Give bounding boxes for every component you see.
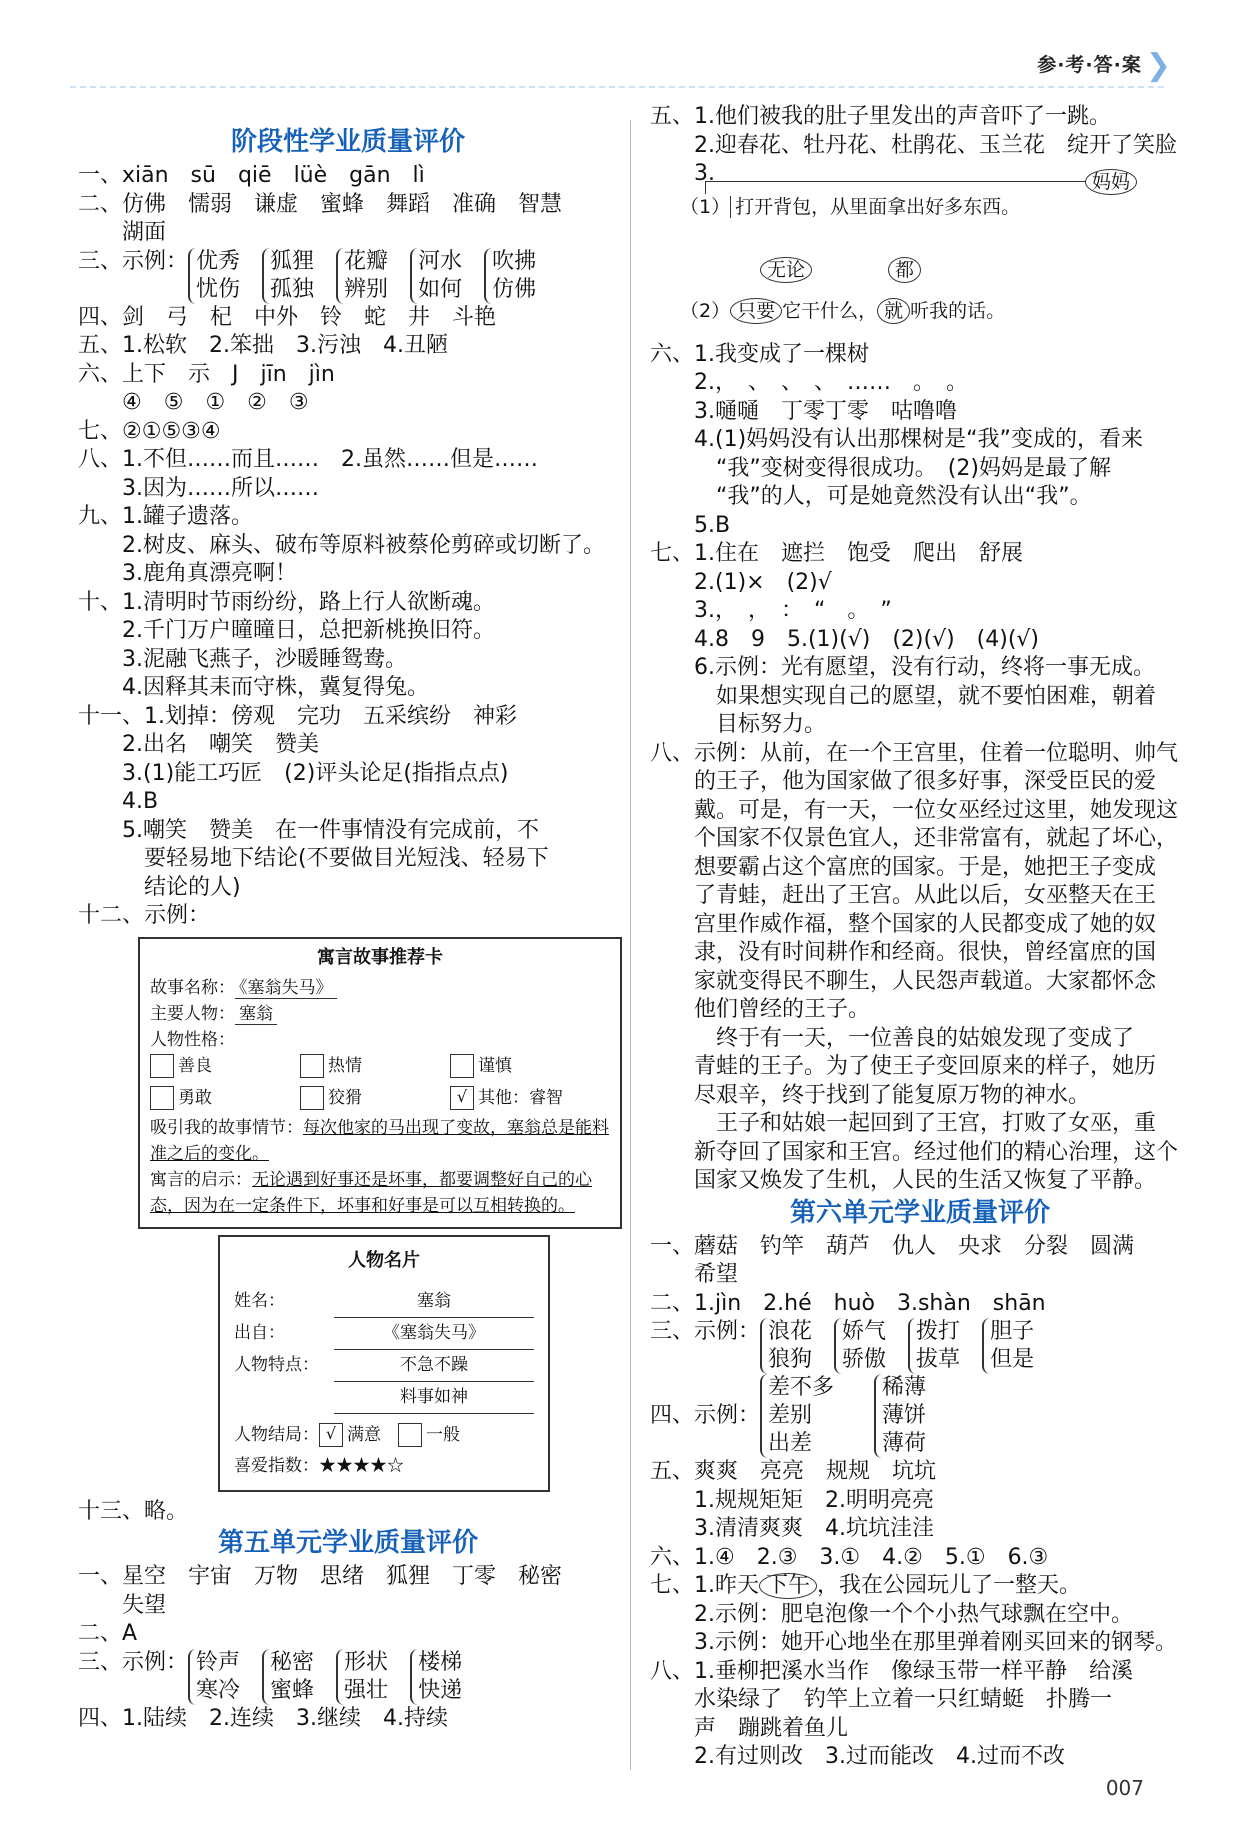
- word-pair: [336, 248, 388, 304]
- circled-word: 只要: [730, 298, 782, 324]
- answer-line: 他们曾经的王子。: [650, 997, 871, 1022]
- card-field: [150, 975, 610, 1001]
- diagram-line-1: [680, 193, 1020, 222]
- circled-word: 都: [888, 257, 921, 283]
- field-value: 无论遇到好事还是坏事，都要调整好自己的心态，因为在一定条件下，坏事和好事是可以互相转换的。: [150, 1169, 592, 1216]
- word-pair: [760, 1318, 812, 1374]
- answer-line: 宫里作威作福，整个国家的人民都变成了她的奴: [650, 911, 1157, 937]
- card-field: [150, 1027, 610, 1053]
- field-label: 人物特点：: [234, 1354, 319, 1375]
- card-field: [234, 1382, 534, 1414]
- answer-line: [650, 1572, 1190, 1601]
- answer-line: 3.泥融飞燕子，沙暖睡鸳鸯。: [78, 646, 407, 672]
- word: 骄傲: [842, 1347, 887, 1372]
- answer-line: 二、仿佛 懦弱 谦虚 蜜蜂 舞蹈 准确 智慧: [78, 191, 563, 217]
- card-field: [150, 1115, 610, 1167]
- word: 狐狸: [270, 248, 315, 274]
- answer-line: 4.B: [78, 789, 159, 814]
- bracket-answer: [78, 248, 618, 304]
- answer-line: 如果想实现自己的愿望，就不要怕困难，朝着: [650, 683, 1157, 709]
- checkbox: [300, 1054, 324, 1078]
- answer-line: 3.嗵嗵 丁零丁零 咕噜噜: [650, 398, 957, 424]
- answer-line: 3.因为……所以……: [78, 475, 319, 501]
- answer-line: 青蛙的王子。为了使王子变回原来的样子，她历: [650, 1054, 1157, 1079]
- circled-word: 妈妈: [1085, 169, 1137, 195]
- section-title: 阶段性学业质量评价: [230, 127, 465, 157]
- text: 七、1.昨天: [650, 1573, 759, 1598]
- answer-line: 一、xiān sū qiē lüè gān lì: [78, 163, 425, 188]
- answer-line: 3.， ， ： “ 。 ”: [650, 598, 892, 623]
- field-label: 出自：: [234, 1322, 285, 1343]
- page-number: 007: [1105, 1776, 1144, 1800]
- word: 薄荷: [882, 1431, 927, 1456]
- word: 孤独: [270, 276, 315, 302]
- answer-line: “我”的人，可是她竟然没有认出“我”。: [650, 484, 1092, 509]
- word-pair: [982, 1318, 1034, 1374]
- card-field: [234, 1318, 534, 1350]
- word-pair: [188, 1649, 240, 1705]
- trait-option: [450, 1053, 600, 1079]
- answer-line: 3.示例：她开心地坐在那里弹着刚买回来的钢琴。: [650, 1630, 1177, 1655]
- field-spacer: [234, 1382, 334, 1414]
- word: 出差: [768, 1431, 813, 1456]
- word-pair: [262, 248, 314, 304]
- answer-line: 目标努力。: [650, 712, 827, 737]
- chevron-right-icon: ❯: [1145, 48, 1172, 83]
- word: 浪花: [768, 1319, 813, 1344]
- word-pair: [410, 1649, 462, 1705]
- answer-line: 七、②①⑤③④: [78, 418, 221, 444]
- checkbox-checked: √: [319, 1423, 343, 1447]
- answer-line: 王子和姑娘一起回到了王宫，打败了女巫，重: [650, 1111, 1157, 1136]
- trait-label: 狡猾: [328, 1087, 362, 1108]
- text: ，我在公园玩儿了一整天。: [817, 1573, 1082, 1598]
- word-group: [874, 1374, 926, 1458]
- item-number: （1）: [680, 195, 731, 218]
- word: 河水: [418, 248, 463, 274]
- field-label: 人物性格：: [150, 1029, 235, 1050]
- answer-line: 十三、略。: [78, 1498, 189, 1524]
- sentence-diagram: [650, 170, 1190, 322]
- trait-label: 谨慎: [478, 1055, 512, 1076]
- answer-line: 个国家不仅景色宜人，还非常富有，就起了坏心，: [650, 826, 1179, 851]
- answer-line: 八、示例：从前，在一个王宫里，住着一位聪明、帅气: [650, 740, 1179, 766]
- answer-block: [650, 341, 1190, 1196]
- answer-line: 2.有过则改 3.过而能改 4.过而不改: [650, 1744, 1065, 1769]
- bracket-answer: [650, 1374, 1190, 1458]
- word: 吹拂: [492, 248, 537, 274]
- word: 优秀: [196, 248, 241, 274]
- word: 忧伤: [196, 276, 241, 302]
- field-label: 寓言的启示：: [150, 1169, 252, 1190]
- answer-line: 终于有一天，一位善良的姑娘发现了变成了: [650, 1025, 1135, 1051]
- answer-line: 尽艰辛，终于找到了能复原万物的神水。: [650, 1082, 1091, 1108]
- answer-line: 国家又焕发了生机，人民的生活又恢复了平静。: [650, 1168, 1157, 1193]
- answer-prefix: 三、示例：: [650, 1319, 761, 1344]
- answer-line: 一、蘑菇 钓竿 葫芦 仇人 央求 分裂 圆满: [650, 1233, 1135, 1259]
- answer-line: 4.因释其耒而守株，冀复得兔。: [78, 675, 429, 700]
- answer-line: 五、1.他们被我的肚子里发出的声音吓了一跳。: [650, 104, 1111, 129]
- answer-line: 水染绿了 钓竿上立着一只红蜻蜓 扑腾一: [650, 1687, 1113, 1712]
- field-value: 料事如神: [334, 1382, 534, 1414]
- card-field: [150, 1167, 610, 1219]
- answer-line: 六、上下 示 J jīn jìn: [78, 361, 335, 387]
- answer-line: “我”变树变得很成功。 (2)妈妈是最了解: [650, 455, 1111, 481]
- word-pair: [188, 248, 240, 304]
- answer-line: 2.千门万户曈曈日，总把新桃换旧符。: [78, 618, 495, 643]
- card-field: [234, 1420, 534, 1451]
- diagram-text: 它干什么，: [782, 299, 878, 322]
- answer-line: 八、1.垂柳把溪水当作 像绿玉带一样平静 给溪: [650, 1658, 1133, 1684]
- trait-option: [300, 1085, 450, 1111]
- answer-line: 九、1.罐子遗落。: [78, 504, 253, 529]
- column-divider: [630, 120, 631, 1770]
- answer-line: 湖面: [78, 220, 167, 245]
- answer-line: 想要霸占这个富庶的国家。于是，她把王子变成: [650, 854, 1157, 880]
- answer-line: 戴。可是，有一天，一位女巫经过这里，她发现这: [650, 797, 1179, 823]
- trait-option: [300, 1053, 450, 1079]
- answer-line: 二、1.jìn 2.hé huò 3.shàn shān: [650, 1290, 1046, 1316]
- page-header: [1037, 48, 1172, 83]
- answer-line: 一、星空 宇宙 万物 思绪 狐狸 丁零 秘密: [78, 1564, 563, 1589]
- field-value: 不急不躁: [334, 1350, 534, 1382]
- word: 薄饼: [882, 1403, 927, 1428]
- answer-block: [78, 304, 618, 931]
- trait-label: 其他：睿智: [478, 1087, 563, 1108]
- word: 但是: [990, 1347, 1035, 1372]
- circled-word: 无论: [760, 257, 812, 283]
- card-title: 人物名片: [348, 1249, 420, 1271]
- word: 强壮: [344, 1677, 389, 1703]
- option-label: 一般: [426, 1424, 460, 1445]
- answer-line: 的王子，他为国家做了很多好事，深受臣民的爱: [650, 769, 1157, 794]
- word-pair: [484, 248, 536, 304]
- word: 寒冷: [196, 1677, 241, 1703]
- fable-recommendation-card: [138, 937, 622, 1229]
- answer-line: 2.迎春花、牡丹花、杜鹃花、玉兰花 绽开了笑脸: [650, 132, 1177, 158]
- card-field: [234, 1286, 534, 1318]
- word: 娇气: [842, 1319, 887, 1344]
- word: 铃声: [196, 1649, 241, 1675]
- item-number: （2）: [680, 299, 731, 322]
- checkbox-checked: √: [450, 1086, 474, 1110]
- answer-line: 了青蛙，赶出了王宫。从此以后，女巫整天在王: [650, 883, 1157, 908]
- star-rating-icon: ★★★★☆: [319, 1455, 404, 1476]
- answer-line: 五、1.松软 2.笨拙 3.污浊 4.丑陋: [78, 333, 448, 358]
- answer-line: 八、1.不但……而且…… 2.虽然……但是……: [78, 447, 538, 472]
- trait-label: 善良: [178, 1055, 212, 1076]
- right-column: [650, 103, 1190, 1772]
- word: 楼梯: [418, 1649, 463, 1675]
- answer-line: 希望: [650, 1262, 739, 1287]
- diagram-text: 打开背包，从里面拿出好多东西。: [730, 196, 1020, 218]
- word-pair: [262, 1649, 314, 1705]
- answer-line: 2.示例：肥皂泡像一个个小热气球飘在空中。: [650, 1601, 1133, 1627]
- answer-line: 5.嘲笑 赞美 在一件事情没有完成前，不: [78, 817, 539, 843]
- word: 花瓣: [344, 248, 389, 274]
- word: 胆子: [990, 1319, 1035, 1344]
- word: 形状: [344, 1649, 389, 1675]
- answer-line: 2.， 、 、 、 …… 。 。: [650, 370, 968, 395]
- answer-line: 家就变得民不聊生，人民怨声载道。大家都怀念: [650, 968, 1157, 994]
- option-label: 满意: [347, 1424, 381, 1445]
- field-label: 吸引我的故事情节：: [150, 1117, 303, 1138]
- answer-line: 2.出名 嘲笑 赞美: [78, 732, 319, 757]
- circled-word: 下午: [759, 1573, 817, 1599]
- trait-label: 勇敢: [178, 1087, 212, 1108]
- field-label: 人物结局：: [234, 1424, 319, 1445]
- checkbox: [300, 1086, 324, 1110]
- answer-line: 二、A: [78, 1621, 138, 1646]
- answer-line: 六、1.④ 2.③ 3.① 4.② 5.① 6.③: [650, 1544, 1049, 1570]
- answer-line: 四、1.陆续 2.连续 3.继续 4.持续: [78, 1705, 448, 1731]
- word-pair: [834, 1318, 886, 1374]
- header-divider: [70, 86, 1164, 88]
- field-value: 每次他家的马出现了变故，塞翁总是能料准之后的变化。: [150, 1117, 609, 1164]
- answer-line: 失望: [78, 1592, 167, 1618]
- trait-label: 热情: [328, 1055, 362, 1076]
- checkbox: [150, 1086, 174, 1110]
- answer-line: 3.: [650, 161, 715, 186]
- word: 快递: [418, 1677, 463, 1703]
- trait-options: [150, 1053, 610, 1111]
- word: 蜜蜂: [270, 1677, 315, 1703]
- answer-line: 1.规规矩矩 2.明明亮亮: [650, 1487, 934, 1513]
- answer-line: 4.8 9 5.(1)(√) (2)(√) (4)(√): [650, 626, 1040, 652]
- answer-line: 十一、1.划掉：傍观 完功 五采缤纷 神彩: [78, 703, 517, 729]
- answer-prefix: 三、示例：: [78, 248, 189, 274]
- answer-prefix: 四、示例：: [650, 1402, 761, 1428]
- word: 拔草: [916, 1347, 961, 1372]
- word: 差不多: [768, 1375, 835, 1400]
- answer-line: ④ ⑤ ① ② ③: [78, 390, 309, 415]
- answer-line: 3.鹿角真漂亮啊！: [78, 561, 297, 586]
- section-title: 第六单元学业质量评价: [789, 1197, 1050, 1228]
- word-pair: [908, 1318, 960, 1374]
- answer-line: 5.B: [650, 512, 731, 538]
- field-label: 喜爱指数：: [234, 1455, 319, 1476]
- word-pair: [410, 248, 462, 304]
- bracket-answer: [78, 1649, 618, 1705]
- answer-line: 6.示例：光有愿望，没有行动，终将一事无成。: [650, 655, 1155, 680]
- trait-option: [150, 1085, 300, 1111]
- word: 辨别: [344, 276, 389, 302]
- card-field: [234, 1350, 534, 1382]
- checkbox: [398, 1423, 422, 1447]
- answer-line: 隶，没有时间耕作和经商。很快，曾经富庶的国: [650, 940, 1157, 965]
- section-title: 第五单元学业质量评价: [217, 1528, 478, 1558]
- word-group: [760, 1374, 834, 1458]
- character-card: [218, 1235, 550, 1492]
- word: 秘密: [270, 1649, 315, 1675]
- word: 狼狗: [768, 1347, 813, 1372]
- word: 拨打: [916, 1319, 961, 1344]
- answer-line: 七、1.住在 遮拦 饱受 爬出 舒展: [650, 541, 1023, 566]
- answer-line: 十、1.清明时节雨纷纷，路上行人欲断魂。: [78, 589, 495, 615]
- word: 稀薄: [882, 1375, 927, 1400]
- field-value: 塞翁: [235, 1004, 277, 1025]
- card-title: 寓言故事推荐卡: [317, 946, 443, 968]
- field-value: 《塞翁失马》: [334, 1318, 534, 1350]
- answer-line: 新夺回了国家和王宫。经过他们的精心治理，这个: [650, 1139, 1179, 1165]
- answer-line: 2.树皮、麻头、破布等原料被蔡伦剪碎或切断了。: [78, 532, 605, 558]
- field-value: 《塞翁失马》: [235, 978, 337, 999]
- field-label: 姓名：: [234, 1290, 285, 1311]
- word: 仿佛: [492, 276, 537, 302]
- answer-line: 2.(1)× (2)√: [650, 569, 832, 595]
- answer-line: 十二、示例：: [78, 903, 211, 928]
- circled-word: 就: [877, 298, 910, 324]
- answer-line: 声 蹦跳着鱼儿: [650, 1715, 849, 1741]
- answer-line: 3.(1)能工巧匠 (2)评头论足(指指点点): [78, 760, 509, 786]
- answer-line: 五、爽爽 亮亮 规规 坑坑: [650, 1459, 937, 1484]
- trait-option: [150, 1053, 300, 1079]
- answer-block: [78, 162, 618, 248]
- field-label: 主要人物：: [150, 1003, 235, 1024]
- word-pair: [336, 1649, 388, 1705]
- word: 如何: [418, 276, 463, 302]
- card-field: [150, 1001, 610, 1027]
- answer-line: 3.清清爽爽 4.坑坑洼洼: [650, 1516, 934, 1541]
- answer-prefix: 三、示例：: [78, 1649, 189, 1675]
- answer-line: 结论的人): [78, 874, 241, 900]
- diagram-line-2: [680, 297, 1005, 326]
- answer-line: 四、剑 弓 杞 中外 铃 蛇 井 斗艳: [78, 304, 497, 330]
- left-column: [78, 125, 618, 1733]
- word: 差别: [768, 1403, 813, 1428]
- checkbox: [450, 1054, 474, 1078]
- answer-line: 要轻易地下结论(不要做目光短浅、轻易下: [78, 846, 549, 871]
- trait-option: [450, 1085, 600, 1111]
- field-label: 故事名称：: [150, 977, 235, 998]
- field-value: 塞翁: [334, 1286, 534, 1318]
- bracket-answer: [650, 1318, 1190, 1374]
- answer-line: 六、1.我变成了一棵树: [650, 341, 869, 367]
- diagram-text: 听我的话。: [910, 299, 1006, 322]
- header-label: 参·考·答·案: [1037, 54, 1142, 76]
- card-field: [234, 1451, 534, 1482]
- diagram-connector: [705, 181, 1086, 194]
- checkbox: [150, 1054, 174, 1078]
- answer-line: 4.(1)妈妈没有认出那棵树是“我”变成的，看来: [650, 427, 1143, 452]
